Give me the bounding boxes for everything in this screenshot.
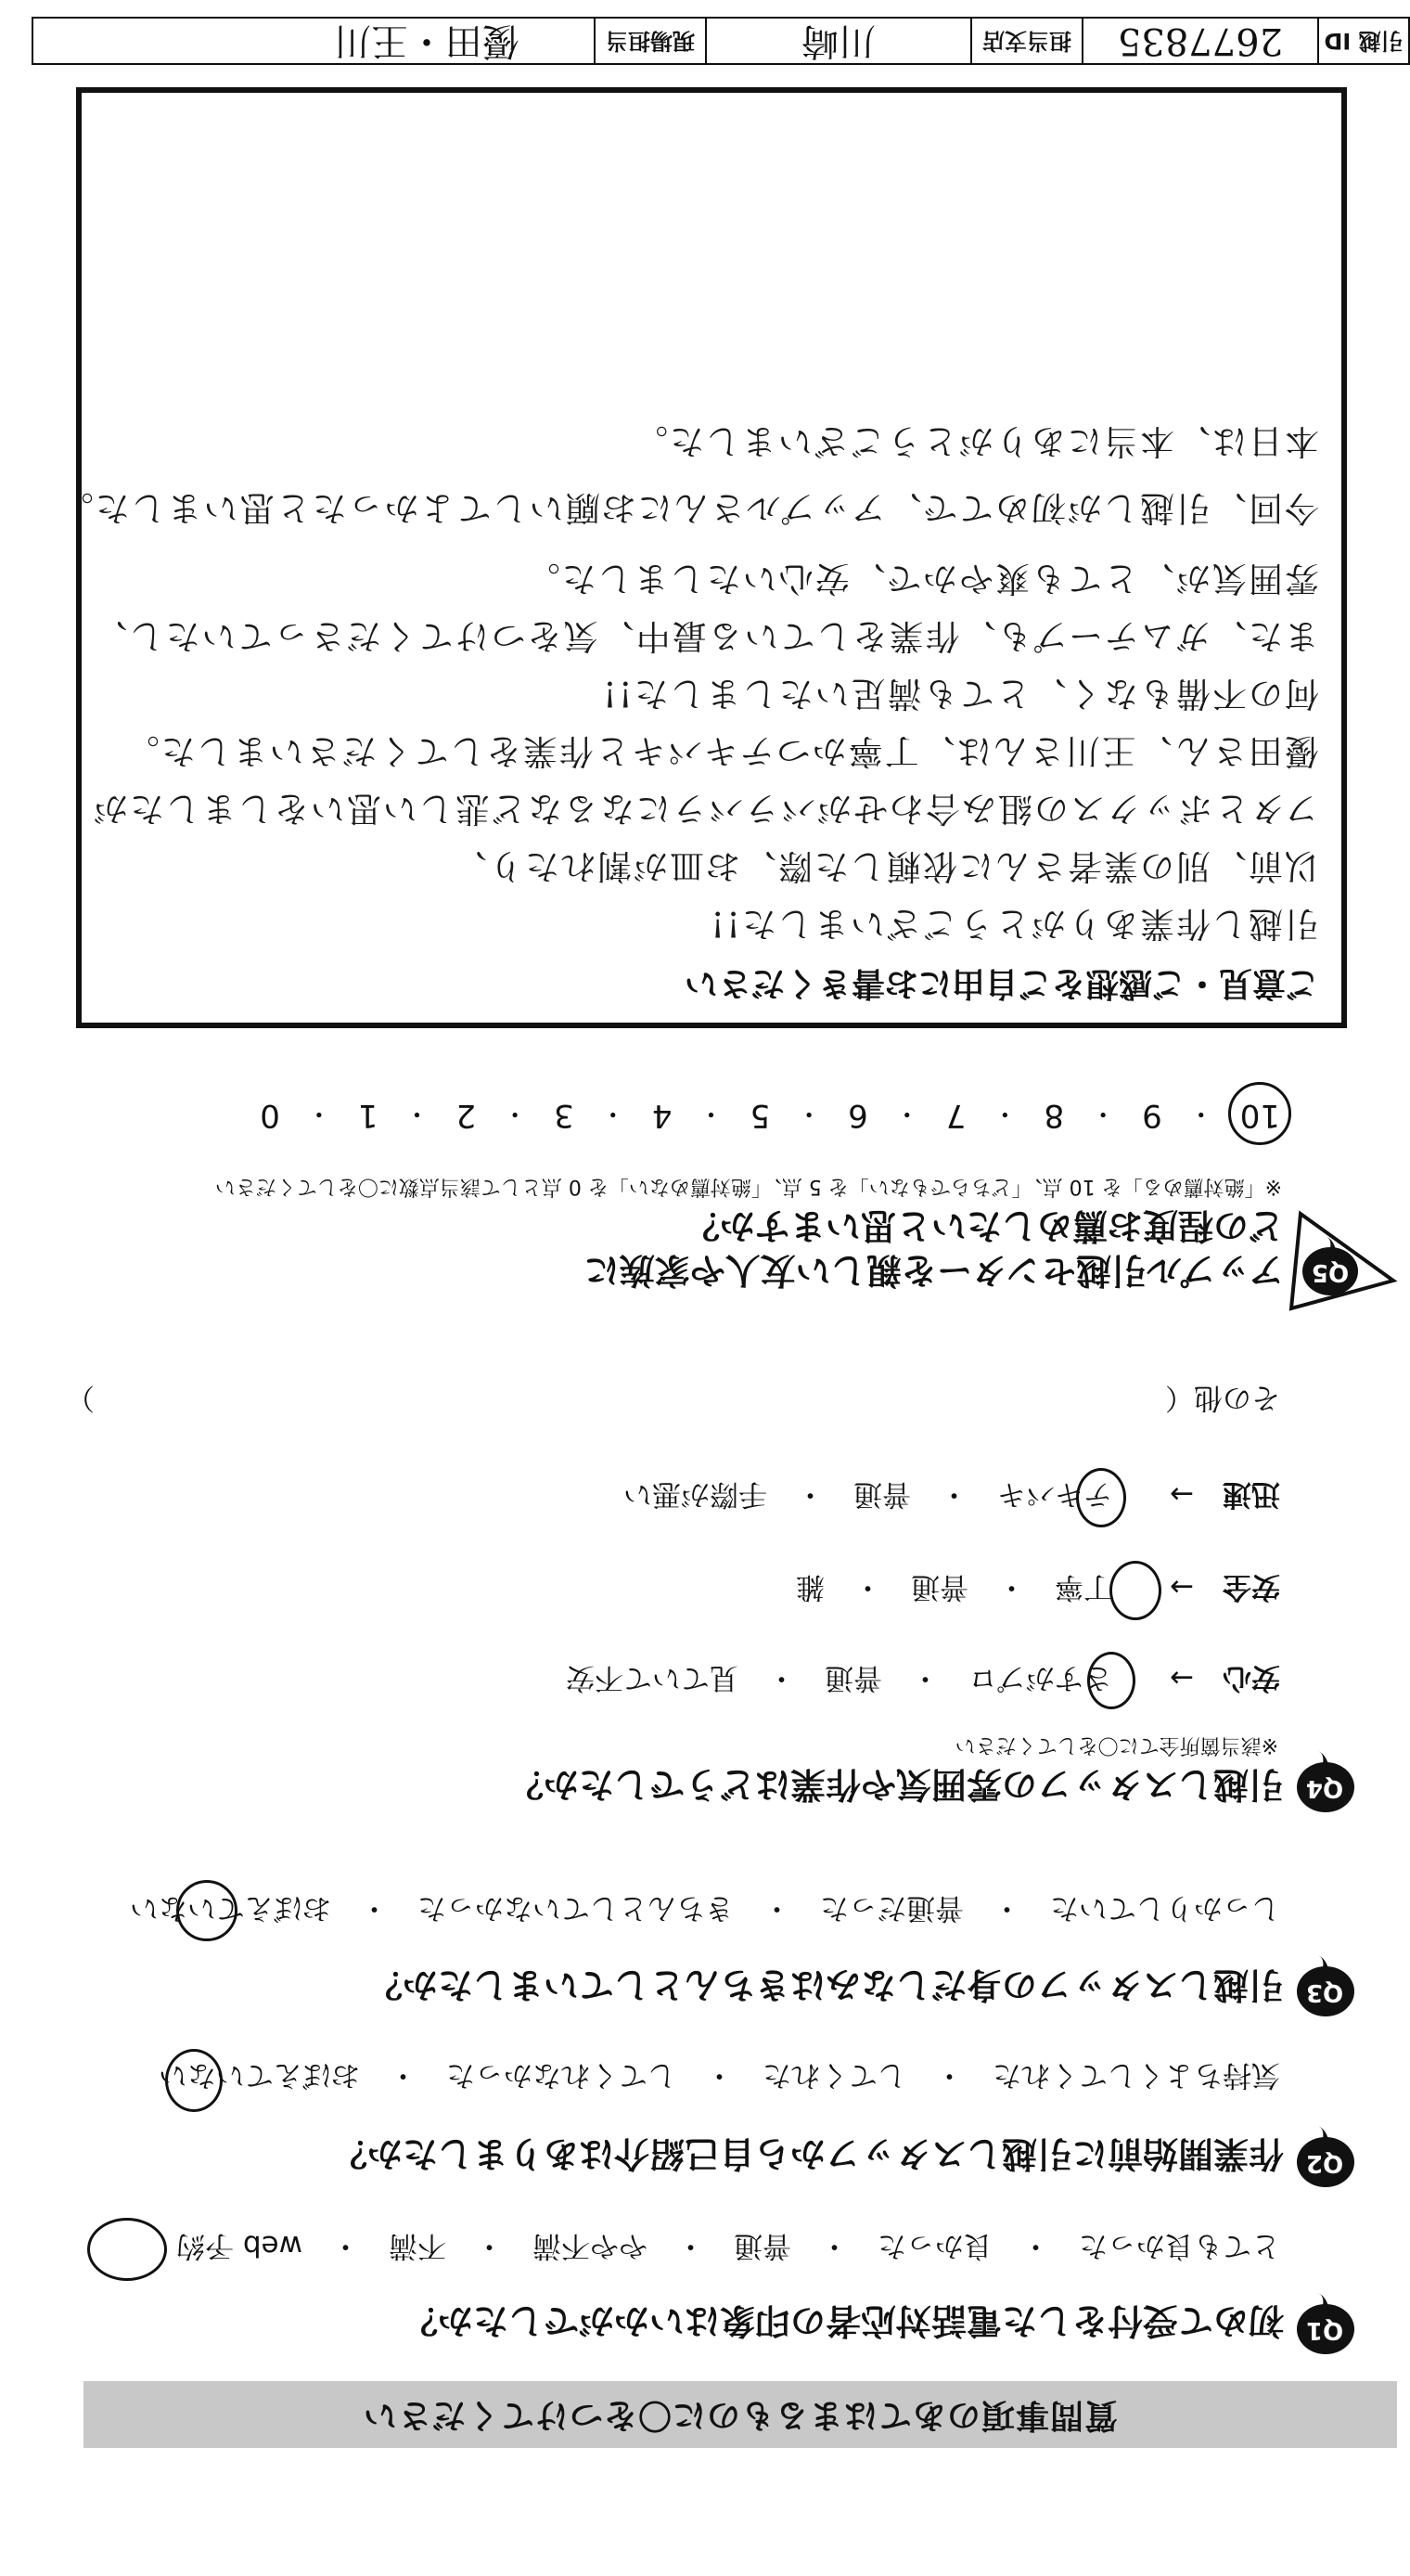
comment-line-4: 優田さん、王川さんは、丁寧かつテキパキと作業をしてくださいました。 bbox=[122, 731, 1319, 771]
q4-badge-label: Q4 bbox=[1305, 1774, 1344, 1802]
comment-line-9: 本日は、本当にありがとうございました。 bbox=[632, 421, 1319, 461]
score-option[interactable]: 1 bbox=[357, 1097, 378, 1134]
q4-row-label: 迅速 bbox=[1223, 1477, 1280, 1511]
q1-option-6[interactable]: web 予約 bbox=[176, 2229, 302, 2262]
q5-question-line2: どの程度お薦めしたいと思いますか？ bbox=[684, 1205, 1284, 1246]
score-option[interactable]: 3 bbox=[554, 1097, 574, 1134]
q3-option-2[interactable]: 普通だった bbox=[820, 1891, 964, 1925]
q4-note: ※該当箇所全てに〇をしてください bbox=[955, 1733, 1278, 1757]
q4-row-option[interactable]: 丁寧 bbox=[1055, 1570, 1113, 1604]
q4-other-close: ） bbox=[66, 1381, 95, 1414]
score-option[interactable]: 5 bbox=[750, 1097, 771, 1134]
q2-options: 気持ちよくしてくれた ・ してくれた ・ してくれなかった ・ おぼえていない bbox=[159, 2058, 1280, 2092]
branch-label: 担当支店 bbox=[972, 19, 1083, 63]
score-option[interactable]: 4 bbox=[651, 1097, 673, 1134]
q4-row-option[interactable]: 手際が悪い bbox=[623, 1477, 768, 1511]
q3-options: しっかりしていた ・ 普通だった ・ きちんとしていなかった ・ おぼえていない bbox=[130, 1891, 1280, 1925]
comment-line-2: 以前、別の業者さんに依頼した際、お皿が割れたり、 bbox=[451, 846, 1319, 886]
q4-row-option[interactable]: 普通 bbox=[911, 1570, 969, 1604]
comment-line-6: また、ガムテープも、作業をしている最中、気をつけてくださっていたし、 bbox=[91, 616, 1319, 656]
q4-row-option[interactable]: 普通 bbox=[825, 1661, 883, 1694]
arrow-icon: → bbox=[1170, 1661, 1194, 1694]
q4-row3-answer-circle bbox=[1076, 1468, 1126, 1527]
q1-question: 初めて受付をした電話対応者の印象はいかがでしたか？ bbox=[402, 2300, 1284, 2341]
comment-line-3: フタとボックスの組み合わせがバラバラになるなど悲しい思いをしましたが bbox=[91, 789, 1319, 829]
q1-answer-circle bbox=[87, 2218, 167, 2281]
comment-line-1: 引越し作業ありがとうございました!! bbox=[709, 904, 1319, 944]
q2-option-1[interactable]: 気持ちよくしてくれた bbox=[993, 2058, 1280, 2092]
score-option[interactable]: 6 bbox=[848, 1097, 868, 1134]
q4-other bbox=[1165, 1380, 1280, 1422]
q5-answer-circle bbox=[1228, 1082, 1291, 1145]
office-use-footer bbox=[32, 17, 1410, 65]
q2-option-2[interactable]: してくれた bbox=[763, 2058, 906, 2092]
q2-answer-circle bbox=[165, 2049, 223, 2112]
q3-answer-circle bbox=[176, 1880, 237, 1941]
score-option[interactable]: 9 bbox=[1142, 1097, 1162, 1134]
q3-option-1[interactable]: しっかりしていた bbox=[1050, 1891, 1280, 1925]
q1-option-5[interactable]: 不満 bbox=[389, 2229, 446, 2262]
q4-row-option[interactable]: 普通 bbox=[853, 1477, 912, 1511]
q3-option-4[interactable]: おぼえていない bbox=[130, 1891, 331, 1925]
move-id-value: 2677835 bbox=[1083, 19, 1319, 63]
q4-row-label: 安心 bbox=[1223, 1661, 1280, 1694]
q4-row-anshin: 安心 → さすがプロ ・ 普通 ・ 見ていて不安 bbox=[566, 1661, 1280, 1694]
q1-option-2[interactable]: 良かった bbox=[878, 2229, 993, 2262]
q2-badge-label: Q2 bbox=[1305, 2149, 1344, 2177]
q4-row-label: 安全 bbox=[1223, 1570, 1280, 1604]
q4-row-anzen: 安全 → 丁寧 ・ 普通 ・ 雑 bbox=[796, 1570, 1280, 1604]
q1-option-3[interactable]: 普通 bbox=[734, 2229, 791, 2262]
score-option[interactable]: 7 bbox=[945, 1097, 967, 1134]
q5-scale: 10 ・ 9 ・ 8 ・ 7 ・ 6 ・ 5 ・ 4 ・ 3 ・ 2 ・ 1 ・ 0 bbox=[260, 1097, 1280, 1134]
q4-other-label: その他（ bbox=[1165, 1381, 1280, 1414]
instruction-text: 質問事項のあてはまるものに〇をつけてください bbox=[363, 2396, 1119, 2434]
q4-row-option[interactable]: さすがプロ bbox=[968, 1661, 1113, 1694]
q5-badge-label: Q5 bbox=[1311, 1258, 1350, 1286]
arrow-icon: → bbox=[1170, 1477, 1194, 1511]
q4-row2-answer-circle bbox=[1109, 1561, 1161, 1620]
comment-line-5: 何の不備もなく、とても満足いたしました!! bbox=[601, 674, 1319, 714]
q4-question: 引越しスタッフの雰囲気や作業はどうでしたか？ bbox=[507, 1764, 1284, 1805]
comment-line-7: 雰囲気が、とても爽やかで、安心いたしました。 bbox=[523, 559, 1319, 599]
arrow-icon: → bbox=[1170, 1570, 1194, 1604]
q2-option-4[interactable]: おぼえていない bbox=[159, 2058, 360, 2092]
q5-note: ※「絶対薦める」を 10 点、「どちらでもない」を 5 点、「絶対薦めない」を 0 点として該当点数に〇をしてください bbox=[214, 1175, 1282, 1198]
comments-box[interactable] bbox=[57, 87, 1347, 1028]
staff-value: 優田・王川 bbox=[33, 19, 596, 63]
score-option[interactable]: 2 bbox=[455, 1097, 477, 1134]
score-option[interactable]: 0 bbox=[260, 1097, 280, 1134]
score-option[interactable]: 8 bbox=[1044, 1097, 1065, 1134]
move-id-label: 引越 ID bbox=[1324, 28, 1404, 54]
q4-row-option[interactable]: 雑 bbox=[796, 1570, 826, 1604]
q3-question: 引越しスタッフの身だしなみはきちんとしていましたか？ bbox=[366, 1964, 1284, 2005]
q2-option-3[interactable]: してくれなかった bbox=[446, 2058, 676, 2092]
comments-title: ご意見・ご感想をご自由にお書きください bbox=[684, 964, 1319, 1002]
q1-badge-label: Q1 bbox=[1305, 2316, 1344, 2344]
q3-badge-label: Q3 bbox=[1305, 1978, 1344, 2006]
q4-row1-answer-circle bbox=[1087, 1652, 1135, 1709]
branch-value: 川崎 bbox=[707, 19, 972, 63]
q1-options: とても良かった ・ 良かった ・ 普通 ・ やや不満 ・ 不満 ・ web 予約 bbox=[176, 2229, 1280, 2262]
q4-row-jinsoku: 迅速 → テキパキ ・ 普通 ・ 手際が悪い bbox=[623, 1477, 1280, 1511]
instruction-banner bbox=[83, 2381, 1397, 2448]
q1-option-1[interactable]: とても良かった bbox=[1079, 2229, 1280, 2262]
q5-question-line1: アップル引越センターを親しい友人や家族に bbox=[583, 1250, 1284, 1291]
q4-row-option[interactable]: 見ていて不安 bbox=[566, 1661, 739, 1694]
q1-option-4[interactable]: やや不満 bbox=[532, 2229, 647, 2262]
q2-question: 作業開始前に引越しスタッフから自己紹介はありましたか？ bbox=[331, 2133, 1284, 2174]
score-option[interactable]: 10 bbox=[1239, 1097, 1280, 1134]
comment-line-8: 今回、引越しが初めてで、アップルさんにお願いしてよかったと思いました。 bbox=[57, 488, 1319, 528]
staff-label: 現場担当 bbox=[596, 19, 707, 63]
q3-option-3[interactable]: きちんとしていなかった bbox=[417, 1891, 734, 1925]
q4-row-option[interactable]: テキパキ bbox=[997, 1477, 1113, 1511]
